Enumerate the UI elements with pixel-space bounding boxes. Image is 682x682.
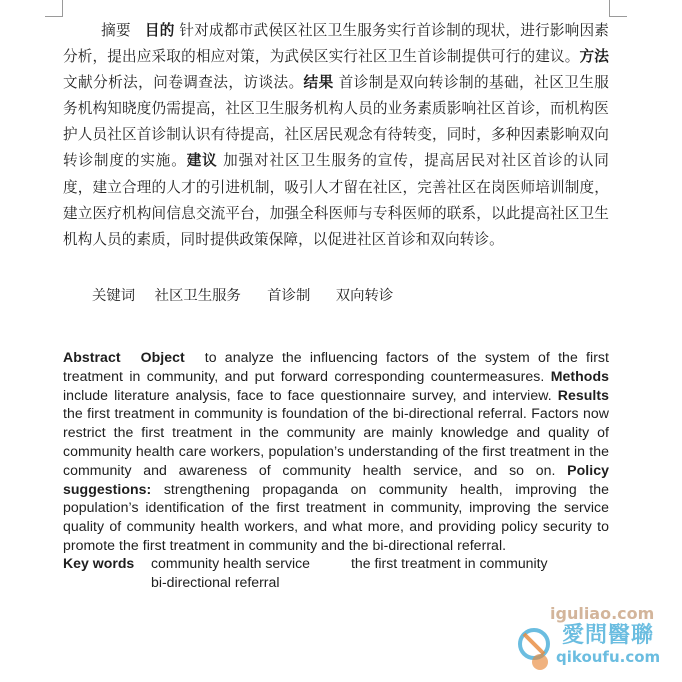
suggestion-label-zh: 建议 (186, 152, 218, 170)
keyword-zh-1: 社区卫生服务 (154, 288, 241, 304)
keyword-zh-3: 双向转诊 (335, 288, 394, 304)
results-text-en: the first treatment in community is foundation of the bi-directional referral. Factors now restrict the first treatment in the community are mainly knowledge and quality of community health care workers, population’s understanding of the first treatment in the community and awareness of community health service, and so on. (63, 405, 609, 478)
results-label-zh: 结果 (303, 74, 334, 92)
results-text-zh: 首诊制是双向转诊制的基础，社区卫生服务机构知晓度仍需提高，社区卫生服务机构人员的业务素质影响社区首诊，而机构医护人员社区首诊制认识有待提高，社区居民观念有待转变，同时，多种因素影响双向转诊制度的实施。 (63, 74, 609, 170)
english-abstract (63, 348, 609, 555)
watermark-text-chinese: 愛問醫聯 (562, 623, 655, 648)
methods-label-en: Methods (550, 367, 609, 384)
results-label-en: Results (557, 386, 609, 403)
policy-label-en: Policy suggestions: (63, 461, 609, 497)
methods-text-zh: 文献分析法，问卷调查法，访谈法。 (63, 74, 304, 92)
crop-mark-top-left-horizontal (45, 16, 63, 17)
methods-text-en: include literature analysis, face to face questionnaire survey, and interview. (63, 386, 552, 403)
methods-label-zh: 方法 (579, 48, 609, 66)
keywords-en (63, 554, 548, 590)
objective-text-zh: 针对成都市武侯区社区卫生服务实行首诊制的现状，进行影响因素分析，提出应采取的相应对策，为武侯区实行社区卫生首诊制提供可行的建议。 (63, 22, 610, 66)
watermark-text-brand: iguliao.com (550, 604, 655, 623)
abstract-heading-zh: 摘要 (101, 22, 131, 39)
keywords-zh (92, 284, 393, 308)
keywords-label-en: Key words (63, 555, 135, 571)
keyword-en-3: bi-directional referral (151, 573, 280, 590)
crop-mark-top-right-horizontal (609, 16, 627, 17)
objective-label-zh: 目的 (144, 22, 175, 39)
crop-mark-top-left-vertical (62, 0, 63, 17)
keyword-en-2: the first treatment in community (351, 555, 548, 571)
policy-text-en: strengthening propaganda on community health, improving the population’s identification of the first treatment in community, improving the service quality of community health workers, and what more, and providing policy security to promote the first treatment in community and the bi-directional referral. (63, 480, 609, 553)
objective-text-en: to analyze the influencing factors of the system of the first treatment in community, and put forward corresponding countermeasures. (63, 349, 609, 384)
chinese-abstract (63, 18, 609, 253)
abstract-heading-en: Abstract (63, 349, 121, 365)
suggestion-text-zh: 加强对社区卫生服务的宣传，提高居民对社区首诊的认同度，建立合理的人才的引进机制，吸引人才留在社区，完善社区在岗医师培训制度，建立医疗机构间信息交流平台，加强全科医师与专科医师的联系，以此提高社区卫生机构人员的素质，同时提供政策保障，以促进社区首诊和双向转诊。 (63, 152, 609, 248)
objective-label-en: Object (140, 349, 185, 365)
keyword-en-1: community health service (151, 555, 311, 571)
keywords-label-zh: 关键词 (92, 288, 136, 304)
watermark-text-url: qikoufu.com (556, 648, 661, 666)
crop-mark-top-right-vertical (609, 0, 610, 17)
site-watermark (510, 604, 682, 682)
keyword-zh-2: 首诊制 (267, 288, 311, 304)
